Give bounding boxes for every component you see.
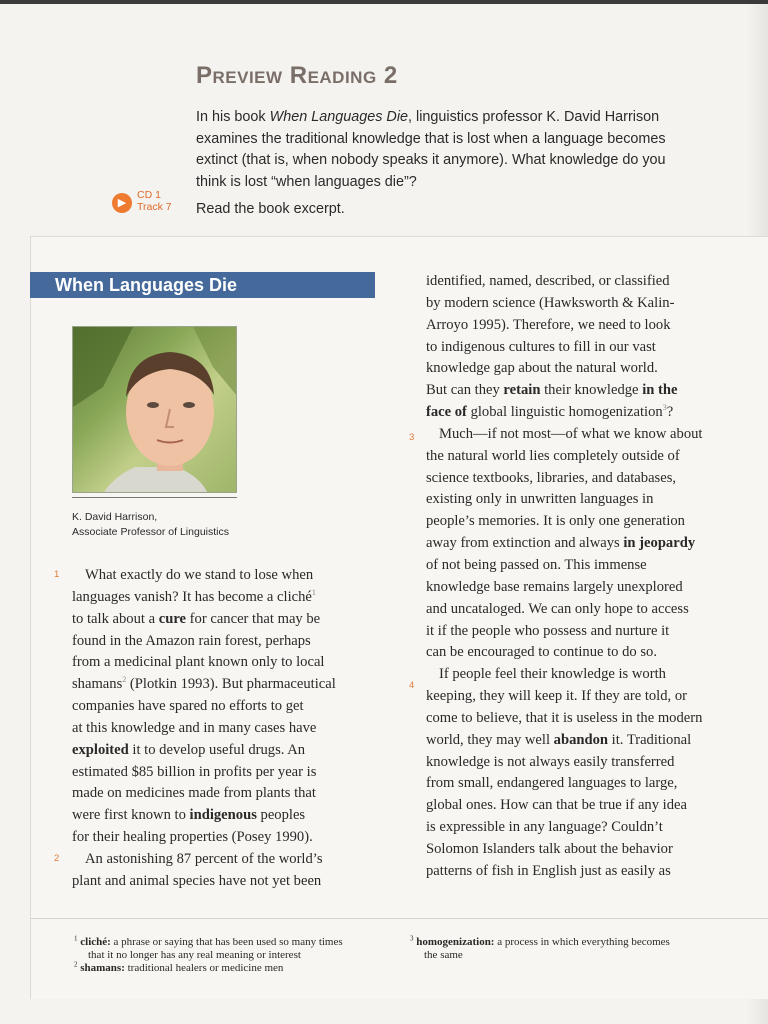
text-line: Solomon Islanders talk about the behavior — [426, 840, 673, 857]
book-title: When Languages Die — [269, 109, 409, 125]
text-line: from small, endangered languages to large, — [426, 775, 678, 792]
text-line: An astonishing 87 percent of the world’s — [85, 850, 323, 867]
text-line: is expressible in any language? Couldn’t — [426, 819, 663, 836]
footnote-divider — [30, 918, 768, 919]
text-line: at this knowledge and in many cases have — [72, 719, 317, 736]
intro-line: examines the traditional knowledge that is lost when a language becomes — [196, 130, 666, 147]
text-line: can be encouraged to continue to do so. — [426, 644, 657, 661]
text-line: away from extinction and always in jeopardy — [426, 535, 696, 552]
caption-rule — [72, 497, 237, 498]
text-line: of not being passed on. This immense — [426, 556, 647, 573]
reading-instruction: Read the book excerpt. — [196, 201, 345, 217]
text-line: languages vanish? It has become a cliché$^1$ — [72, 587, 316, 605]
preview-intro — [196, 107, 696, 193]
text-line: knowledge base remains largely unexplored — [426, 578, 683, 595]
text-line: face of global linguistic homogenization$^3$? — [426, 403, 674, 421]
text-line: world, they may well abandon it. Traditional — [426, 731, 692, 748]
text-line: and uncataloged. We can only hope to access — [426, 600, 689, 617]
text-line: plant and animal species have not yet been — [72, 872, 322, 889]
paragraph-number: 3 — [409, 432, 415, 443]
text-line: If people feel their knowledge is worth — [439, 666, 666, 683]
author-portrait-image — [73, 327, 237, 493]
article-banner: When Languages Die — [30, 272, 375, 298]
text-line: by modern science (Hawksworth & Kalin- — [426, 294, 675, 311]
intro-line: think is lost “when languages die”? — [196, 173, 417, 190]
footnote: $^3$ homogenization: a process in which everything becomes the same — [410, 934, 670, 961]
intro-line: In his book When Languages Die, linguistics professor K. David Harrison — [196, 109, 660, 125]
text-line: knowledge is not always easily transferred — [426, 753, 675, 770]
text-line: to talk about a cure for cancer that may be — [72, 610, 321, 627]
text-line: Arroyo 1995). Therefore, we need to look — [426, 316, 671, 333]
audio-cd-icon[interactable]: ▶ — [112, 193, 132, 213]
text-line: made on medicines made from plants that — [72, 785, 316, 802]
text-line: found in the Amazon rain forest, perhaps — [72, 632, 311, 649]
text-line: What exactly do we stand to lose when — [85, 567, 314, 583]
text-line: for their healing properties (Posey 1990). — [72, 829, 313, 846]
text-line: shamans$^2$ (Plotkin 1993). But pharmaceutical — [72, 675, 336, 693]
text-line: the natural world lies completely outside of — [426, 447, 680, 464]
footnote: $^1$ cliché: a phrase or saying that has been used so many times that it no longer has any real meaning or interest $^2$ shamans: traditional healers or medicine men — [74, 934, 343, 974]
text-line: existing only in unwritten languages in — [426, 491, 654, 508]
preview-title: Preview Reading 2 — [196, 62, 398, 89]
article-column-right — [426, 271, 702, 883]
text-line: exploited it to develop useful drugs. An — [72, 741, 306, 758]
text-line: it if the people who possess and nurture it — [426, 622, 670, 639]
paragraph-number: 4 — [409, 680, 415, 691]
article-column-left — [72, 565, 336, 893]
paragraph-number: 2 — [54, 853, 60, 864]
paragraph-number: 1 — [54, 569, 60, 580]
text-line: people’s memories. It is only one generation — [426, 513, 685, 530]
text-line: identified, named, described, or classified — [426, 273, 670, 289]
text-line: were first known to indigenous peoples — [72, 807, 306, 824]
text-line: Much—if not most—of what we know about — [439, 425, 703, 442]
text-line: from a medicinal plant known only to local — [72, 654, 325, 671]
text-line: global ones. How can that be true if any idea — [426, 797, 687, 814]
text-line: keeping, they will keep it. If they are told, or — [426, 688, 687, 705]
text-line: companies have spared no efforts to get — [72, 698, 304, 715]
photo-caption: K. David Harrison, Associate Professor of Linguistics — [72, 511, 229, 538]
text-line: come to believe, that it is useless in the modern — [426, 709, 703, 726]
text-line: to indigenous cultures to fill in our vast — [426, 338, 656, 355]
cd-track-label: CD 1 Track 7 — [137, 189, 172, 213]
text-line: patterns of fish in English just as easily as — [426, 862, 671, 879]
text-line: knowledge gap about the natural world. — [426, 360, 658, 377]
author-photo — [72, 326, 237, 493]
text-line: science textbooks, libraries, and databases, — [426, 469, 677, 486]
top-edge-strip — [0, 0, 768, 4]
intro-line: extinct (that is, when nobody speaks it anymore). What knowledge do you — [196, 152, 666, 168]
text-line: estimated $85 billion in profits per year is — [72, 763, 317, 780]
text-line: But can they retain their knowledge in the — [426, 382, 678, 399]
